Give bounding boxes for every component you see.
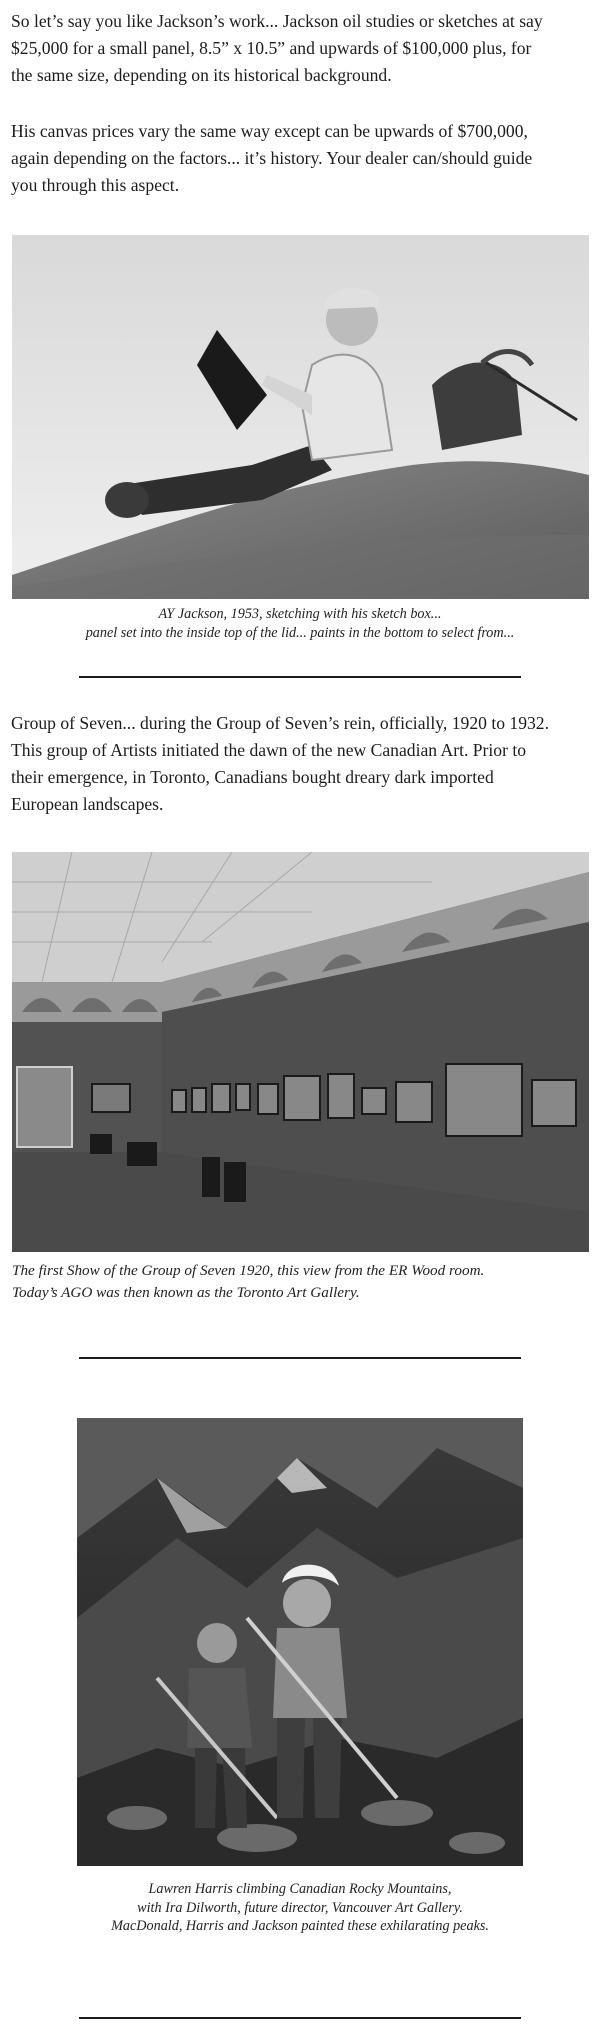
text-line: $25,000 for a small panel, 8.5” x 10.5” and upwards of $100,000 plus, for [11, 38, 532, 58]
text-line: European landscapes. [11, 794, 164, 814]
photo-jackson-sketching [12, 235, 589, 599]
intro-paragraph-1 [11, 8, 591, 89]
caption-line: Lawren Harris climbing Canadian Rocky Mountains, [148, 1881, 452, 1897]
intro-paragraph-2 [11, 118, 591, 199]
photo-2-caption [12, 1260, 600, 1304]
caption-line: MacDonald, Harris and Jackson painted these exhilarating peaks. [111, 1918, 489, 1934]
caption-line: The first Show of the Group of Seven 1920, this view from the ER Wood room. [12, 1262, 485, 1279]
text-line: So let’s say you like Jackson’s work... Jackson oil studies or sketches at say [11, 11, 543, 31]
text-line: the same size, depending on its historical background. [11, 65, 392, 85]
text-line: His canvas prices vary the same way except can be upwards of $700,000, [11, 121, 528, 141]
caption-line: with Ira Dilworth, future director, Vancouver Art Gallery. [137, 1899, 463, 1916]
caption-line: panel set into the inside top of the lid... paints in the bottom to select from... [85, 624, 515, 641]
text-line: Group of Seven... during the Group of Seven’s rein, officially, 1920 to 1932. [11, 713, 549, 733]
section-divider [79, 2017, 521, 2019]
text-line: you through this aspect. [11, 175, 180, 195]
caption-line: Today’s AGO was then known as the Toronto Art Gallery. [12, 1284, 360, 1301]
group-of-seven-paragraph [11, 710, 591, 818]
photo-harris-climbing [77, 1418, 523, 1866]
text-line: again depending on the factors... it’s history. Your dealer can/should guide [11, 148, 533, 168]
section-divider [79, 1357, 521, 1359]
text-line: This group of Artists initiated the dawn of the new Canadian Art. Prior to [11, 740, 527, 760]
text-line: their emergence, in Toronto, Canadians bought dreary dark imported [11, 767, 494, 787]
photo-3-caption [0, 1880, 600, 1936]
photo-gallery-interior [12, 852, 589, 1252]
section-divider [79, 676, 521, 678]
caption-line: AY Jackson, 1953, sketching with his sketch box... [158, 606, 442, 622]
photo-1-caption [0, 605, 600, 642]
